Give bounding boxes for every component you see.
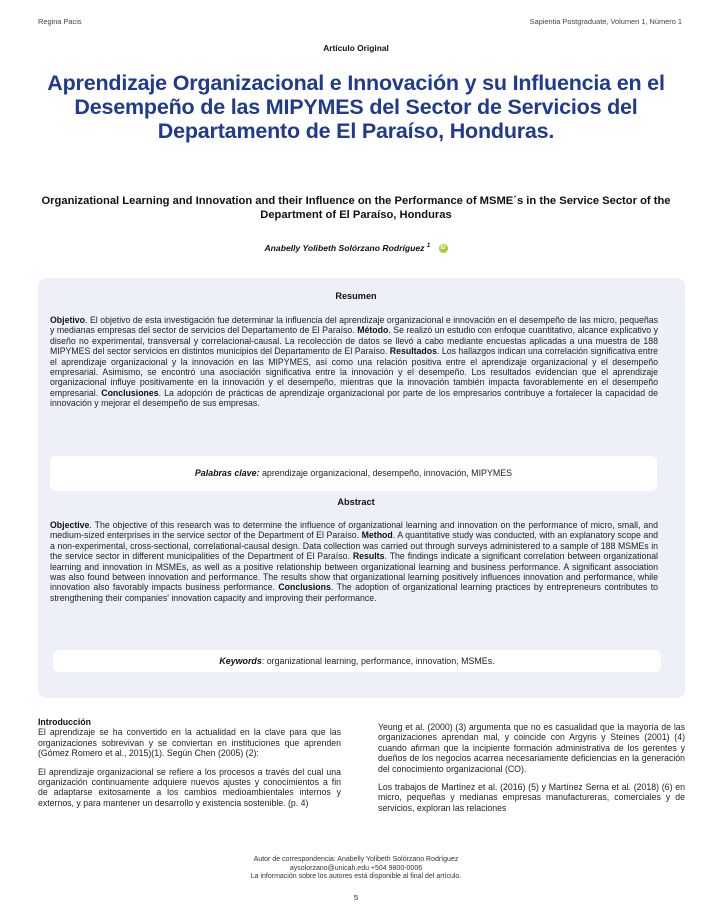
resumen-metodo-label: Método: [357, 325, 389, 336]
palabras-clave-text: aprendizaje organizacional, desempeño, innovación, MIPYMES: [259, 468, 513, 478]
resumen-resultados-label: Resultados: [389, 346, 437, 357]
author-affiliation-mark: 1: [426, 243, 431, 250]
resumen-resultados-text: . Los hallazgos indican una correlación significativa entre el aprendizaje organizacional y la innovación en las MIPYMES, así como una relación positiva entre el aprendizaje organizacional y el desempeño empresarial. Asimismo, se encontró una asociación significativa entre la innovación y el desempeño. Los resultados evidencian que el aprendizaje organizacional influye positivamente en la innovación y el desempeño, mientras que la innovación también impacta favorablemente en el desempeño empresarial.: [50, 346, 658, 398]
resumen-metodo-text: . Se realizó un estudio con enfoque cuantitativo, alcance explicativo y diseño no experimental, transversal y correlacional-causal. La recolección de datos se llevó a cabo mediante encuestas aplicadas a una muestra de 188 MIPYMES del sector servicios en distintos municipios del Departamento de El Paraíso.: [50, 325, 658, 357]
abstract-results-label: Results: [352, 551, 385, 562]
abstract-method-text: . A quantitative study was conducted, with an explanatory scope and a non-experimental, cross-sectional, correlational-causal design. Data collection was carried out through surveys administered to a sample of 188 MSMEs in the service sector in different municipalities of the Department of El Paraíso.: [50, 530, 658, 562]
footer-contact: aysolorzano@unicah.edu +504 9800-0006: [289, 864, 423, 872]
body-right-column: [378, 722, 685, 821]
author-line: [0, 243, 712, 253]
abstract-results-text: . The findings indicate a significant correlation between organizational learning and innovation in MSMEs, as well as a positive relationship between organizational learning and business performance. A significant association was also found between innovation and performance. The results show that organizational learning positively influences innovation and performance, while innovation also favorably impacts business performance.: [50, 551, 659, 593]
introduccion-heading: Introducción: [38, 717, 91, 727]
resumen-conclusiones-text: . La adopción de prácticas de aprendizaje organizacional por parte de los empresarios contribuye a fortalecer la capacidad de innovación y mejorar el desempeño de sus empresas.: [50, 387, 658, 409]
resumen-paragraph: [50, 315, 658, 409]
abstract-heading: Abstract: [337, 497, 375, 507]
resumen-heading: Resumen: [335, 291, 377, 301]
abstract-paragraph: [50, 520, 658, 603]
article-title: Aprendizaje Organizacional e Innovación y su Influencia en el Desempeño de las MIPYMES del Sector de Servicios del Departamento de El Paraíso, Honduras.: [47, 71, 665, 143]
body-right-paragraph-1: Yeung et al. (2000) (3) argumenta que no es casualidad que la mayoría de las organizaciones aprendan mal, y coincide con Argyris y Steines (2001) (4) cuando afirman que la incipiente formación administrativa de los gerentes y dueños de los negocios acarrea necesariamente deficiencias en la generación del conocimiento organizacional (CO).: [378, 722, 685, 774]
abstract-objective-label: Objective: [50, 520, 90, 530]
palabras-clave-label: Palabras clave:: [194, 468, 260, 478]
abstract-conclusions-text: . The adoption of organizational learning practices by entrepreneurs contributes to strengthening their companies' innovation capacity and improving their performance.: [50, 582, 658, 603]
article-subtitle-english: Organizational Learning and Innovation and their Influence on the Performance of MSME´s in the Service Sector of the Department of El Paraíso, Honduras: [41, 195, 671, 221]
running-header-right: Sapientia Postgraduate, Volumen 1, Número 1: [529, 17, 682, 26]
keywords-box: [53, 650, 661, 672]
body-left-paragraph-2: El aprendizaje organizacional se refiere a los procesos a través del cual una organización continuamente adquiere nuevos ajustes y conocimientos a fin de adaptarse exitosamente a los cambios medioambientales internos y externos, y para mantener un desarrollo y existencia sostenible. (p. 4): [38, 766, 341, 808]
resumen-conclusiones-label: Conclusiones: [101, 387, 159, 398]
footer-author-info-note: La información sobre los autores está disponible al final del artículo.: [250, 873, 462, 881]
body-right-paragraph-2: Los trabajos de Martínez et al. (2016) (5) y Martínez Serna et al. (2018) (6) en micro, pequeñas y medianas empresas manufactureras, comerciales y de servicios, exploran las relaciones: [378, 782, 685, 813]
keywords-text: : organizational learning, performance, innovation, MSMEs.: [261, 656, 495, 666]
running-header-left: Regina Pacis: [38, 17, 82, 26]
orcid-icon[interactable]: iD: [440, 245, 446, 252]
resumen-objetivo-text: . El objetivo de esta investigación fue determinar la influencia del aprendizaje organizacional e innovación en el desempeño de las micro, pequeñas y medianas empresas del sector de servicios del Departamento de El Paraíso.: [50, 315, 658, 336]
abstract-method-label: Method: [361, 530, 393, 541]
author-name: Anabelly Yolibeth Solórzano Rodríguez: [264, 243, 425, 253]
article-type: Artículo Original: [323, 43, 389, 53]
body-left-column: [38, 717, 341, 816]
correspondence-footer: [0, 856, 712, 882]
abstract-objective-text: . The objective of this research was to determine the influence of organizational learning and innovation on the performance of micro, small, and medium-sized enterprises in the service sector of the Department of El Paraíso.: [50, 520, 658, 541]
palabras-clave-box: [50, 456, 657, 491]
page-number: 5: [353, 893, 359, 902]
body-left-paragraph-1: El aprendizaje se ha convertido en la actualidad en la clave para que las organizaciones sobrevivan y se conviertan en instituciones que aprenden (Gómez Romero et al., 2015)(1). Según Chen (2005) (2):: [38, 727, 341, 759]
footer-corresponding-author: Autor de correspondencia: Anabelly Yolibeth Solórzano Rodríguez: [253, 856, 459, 863]
abstract-conclusions-label: Conclusions: [278, 582, 331, 593]
resumen-objetivo-label: Objetivo: [50, 315, 86, 325]
keywords-label: Keywords: [219, 656, 262, 666]
